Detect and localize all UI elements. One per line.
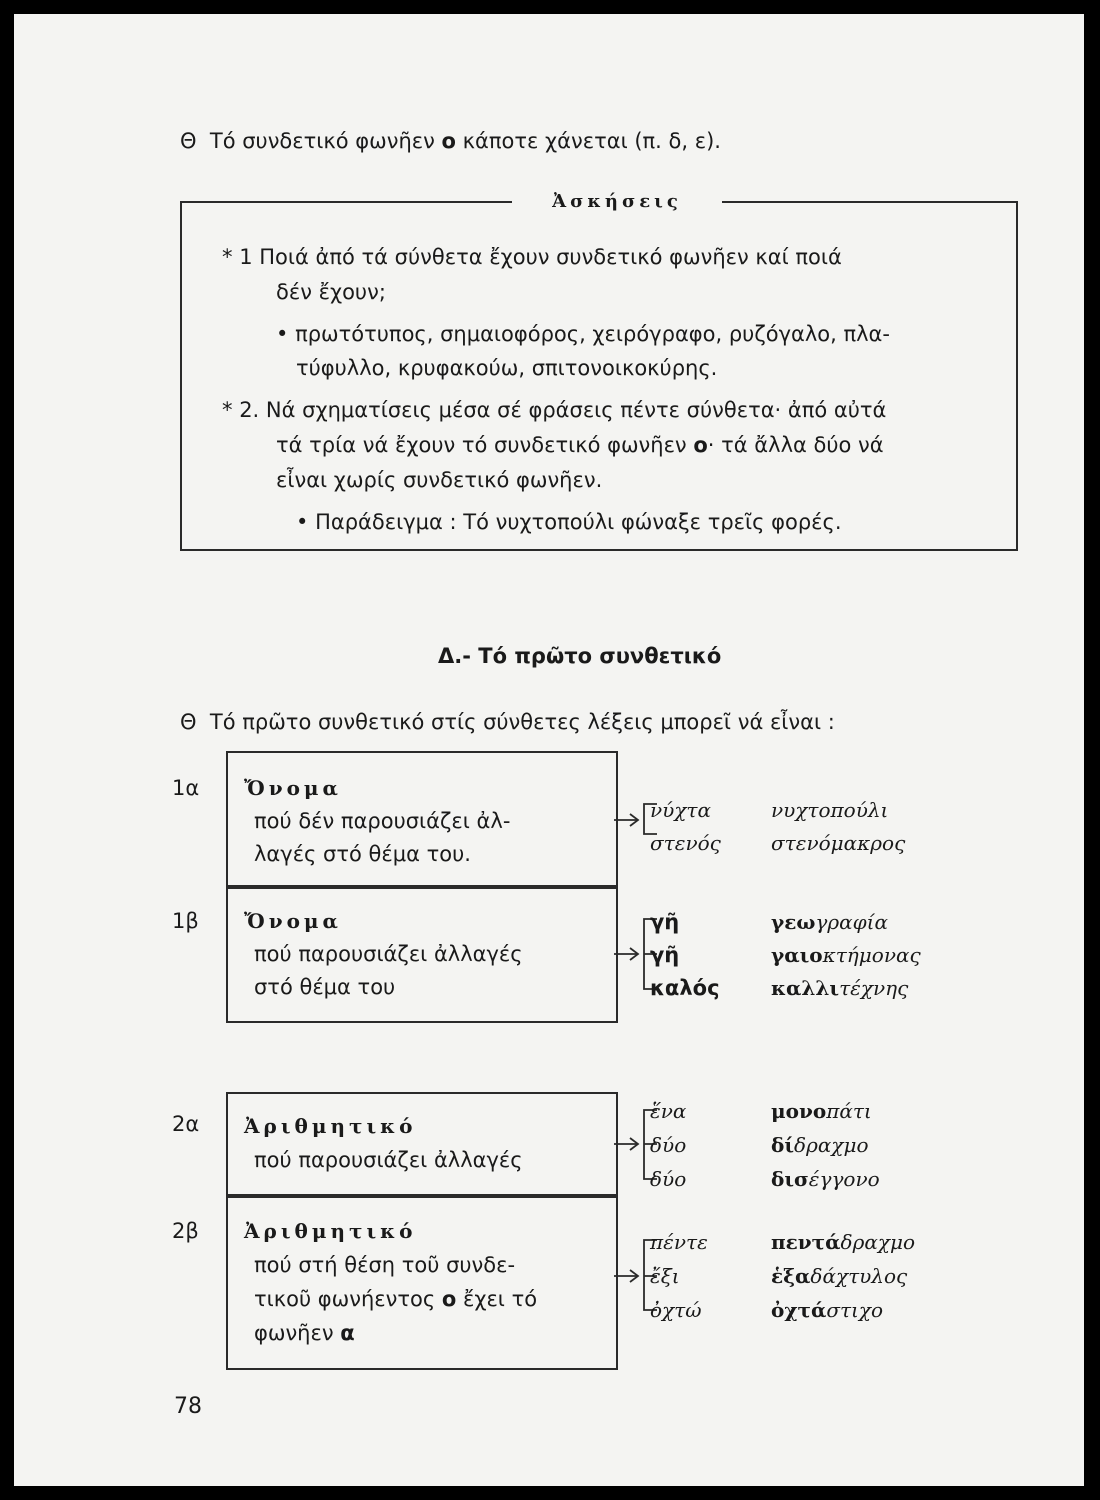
box-1a-desc2: λαγές στό θέμα του. — [254, 842, 471, 866]
example-word: ὀχτώ — [650, 1298, 702, 1322]
exercise-2-line2: τά τρία νά ἔχουν τό συνδετικό φωνῆεν ο· τά ἄλλα δύο νά — [276, 433, 884, 457]
example-word: νύχτα — [650, 798, 712, 822]
box-2b-desc2: τικοῦ φωνήεντος ο ἔχει τό — [254, 1287, 538, 1311]
example-compound: καλλιτέχνης — [771, 976, 909, 1000]
box-2b-desc1: πού στή θέση τοῦ συνδε- — [254, 1253, 516, 1277]
exercise-2: * 2. Νά σχηματίσεις μέσα σέ φράσεις πέντε σύνθετα· ἀπό αὐτά — [222, 398, 887, 422]
exercise-2-example: • Παράδειγμα : Τό νυχτοπούλι φώναξε τρεῖς φορές. — [296, 510, 842, 534]
box-1b-desc2: στό θέμα του — [254, 975, 396, 999]
example-word: δύο — [650, 1167, 687, 1191]
example-word: γῆ — [650, 910, 680, 934]
example-compound: γαιοκτήμονας — [771, 943, 921, 967]
example-compound: στενόμακρος — [771, 831, 906, 855]
example-compound: ἑξαδάχτυλος — [771, 1264, 908, 1288]
row-label-2b: 2β — [172, 1219, 199, 1243]
box-1a-head: Ὄνομα — [244, 776, 342, 800]
example-compound: δίδραχμο — [771, 1133, 869, 1157]
exercise-1-words-cont: τύφυλλο, κρυφακούω, σπιτονοικοκύρης. — [296, 356, 718, 380]
box-1b-head: Ὄνομα — [244, 909, 342, 933]
theta-symbol: Θ — [180, 129, 197, 153]
box-2b-head: Ἀριθμητικό — [244, 1219, 417, 1243]
example-compound: μονοπάτι — [771, 1099, 872, 1123]
box-2a-head: Ἀριθμητικό — [244, 1114, 417, 1138]
section-intro: Θ Τό πρῶτο συνθετικό στίς σύνθετες λέξεις μπορεῖ νά εἶναι : — [180, 710, 835, 734]
row-label-1a: 1α — [172, 776, 200, 800]
example-word: πέντε — [650, 1230, 708, 1254]
exercises-title: Ἀσκήσεις — [512, 190, 722, 214]
section-title: Δ.- Τό πρῶτο συνθετικό — [438, 644, 722, 668]
example-word: ἔξι — [650, 1264, 680, 1288]
box-1a-desc1: πού δέν παρουσιάζει ἀλ- — [254, 809, 511, 833]
example-compound: γεωγραφία — [771, 910, 888, 934]
row-label-2a: 2α — [172, 1112, 200, 1136]
box-2b-desc3: φωνῆεν α — [254, 1321, 355, 1345]
example-word: δύο — [650, 1133, 687, 1157]
textbook-page — [14, 14, 1084, 1486]
example-word: ἕνα — [650, 1099, 687, 1123]
theta-symbol: Θ — [180, 710, 197, 734]
example-compound: νυχτοπούλι — [771, 798, 889, 822]
exercise-1-words: • πρωτότυπος, σημαιοφόρος, χειρόγραφο, ρυζόγαλο, πλα- — [276, 322, 890, 346]
exercise-1-line2: δέν ἔχουν; — [276, 280, 386, 304]
example-word: στενός — [650, 831, 721, 855]
row-label-1b: 1β — [172, 909, 199, 933]
box-2a-desc1: πού παρουσιάζει ἀλλαγές — [254, 1148, 523, 1172]
bracket-arrows — [14, 14, 1084, 1486]
page-number: 78 — [174, 1394, 202, 1419]
example-compound: ὀχτάστιχο — [771, 1298, 884, 1322]
exercise-1: * 1 Ποιά ἀπό τά σύνθετα ἔχουν συνδετικό φωνῆεν καί ποιά — [222, 245, 842, 269]
example-compound: πεντάδραχμο — [771, 1230, 915, 1254]
example-word: γῆ — [650, 943, 680, 967]
example-compound: δισέγγονο — [771, 1167, 880, 1191]
example-word: καλός — [650, 976, 720, 1000]
note-line: Θ Τό συνδετικό φωνῆεν ο κάποτε χάνεται (π. δ, ε). — [180, 129, 721, 153]
exercise-2-line3: εἶναι χωρίς συνδετικό φωνῆεν. — [276, 468, 603, 492]
box-1b-desc1: πού παρουσιάζει ἀλλαγές — [254, 942, 523, 966]
